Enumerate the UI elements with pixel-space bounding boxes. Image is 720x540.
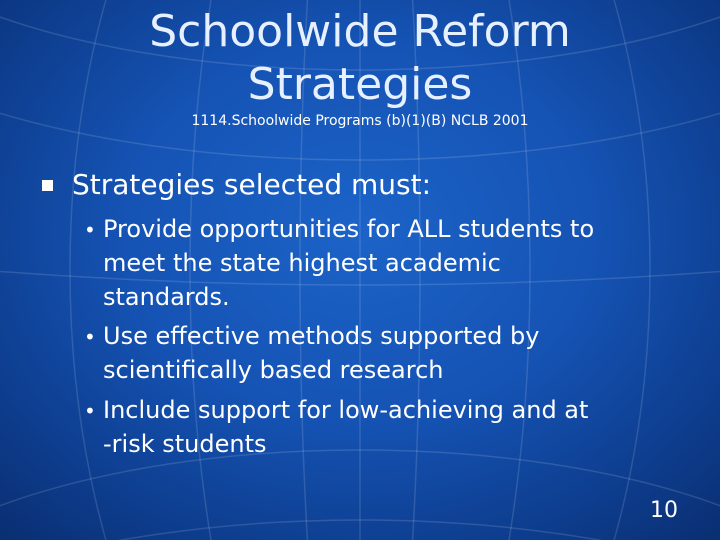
sub-bullet-3 <box>84 393 588 428</box>
sub-bullet-1-line-2: meet the state highest academic <box>103 249 501 277</box>
bullet-dot-icon: • <box>84 399 96 423</box>
square-bullet-icon <box>42 180 53 191</box>
bullet-dot-icon: • <box>84 325 96 349</box>
main-point: Strategies selected must: <box>72 168 432 201</box>
slide-title-line2: Strategies <box>247 59 473 110</box>
sub-bullet-1-line-1: Provide opportunities for ALL students to <box>103 215 595 243</box>
sub-bullet-2 <box>84 319 539 354</box>
slide-subtitle: 1114.Schoolwide Programs (b)(1)(B) NCLB 2001 <box>191 113 529 129</box>
sub-bullet-3-line-1: Include support for low-achieving and at <box>103 396 589 424</box>
slide-title-line1: Schoolwide Reform <box>149 6 571 57</box>
sub-bullet-1 <box>84 212 594 247</box>
page-number: 10 <box>650 498 678 523</box>
bullet-dot-icon: • <box>84 218 96 242</box>
sub-bullet-1-line-3: standards. <box>103 283 230 311</box>
sub-bullet-3-line-2: -risk students <box>103 430 267 458</box>
sub-bullet-2-line-1: Use effective methods supported by <box>103 322 540 350</box>
sub-bullet-2-line-2: scientifically based research <box>103 356 444 384</box>
